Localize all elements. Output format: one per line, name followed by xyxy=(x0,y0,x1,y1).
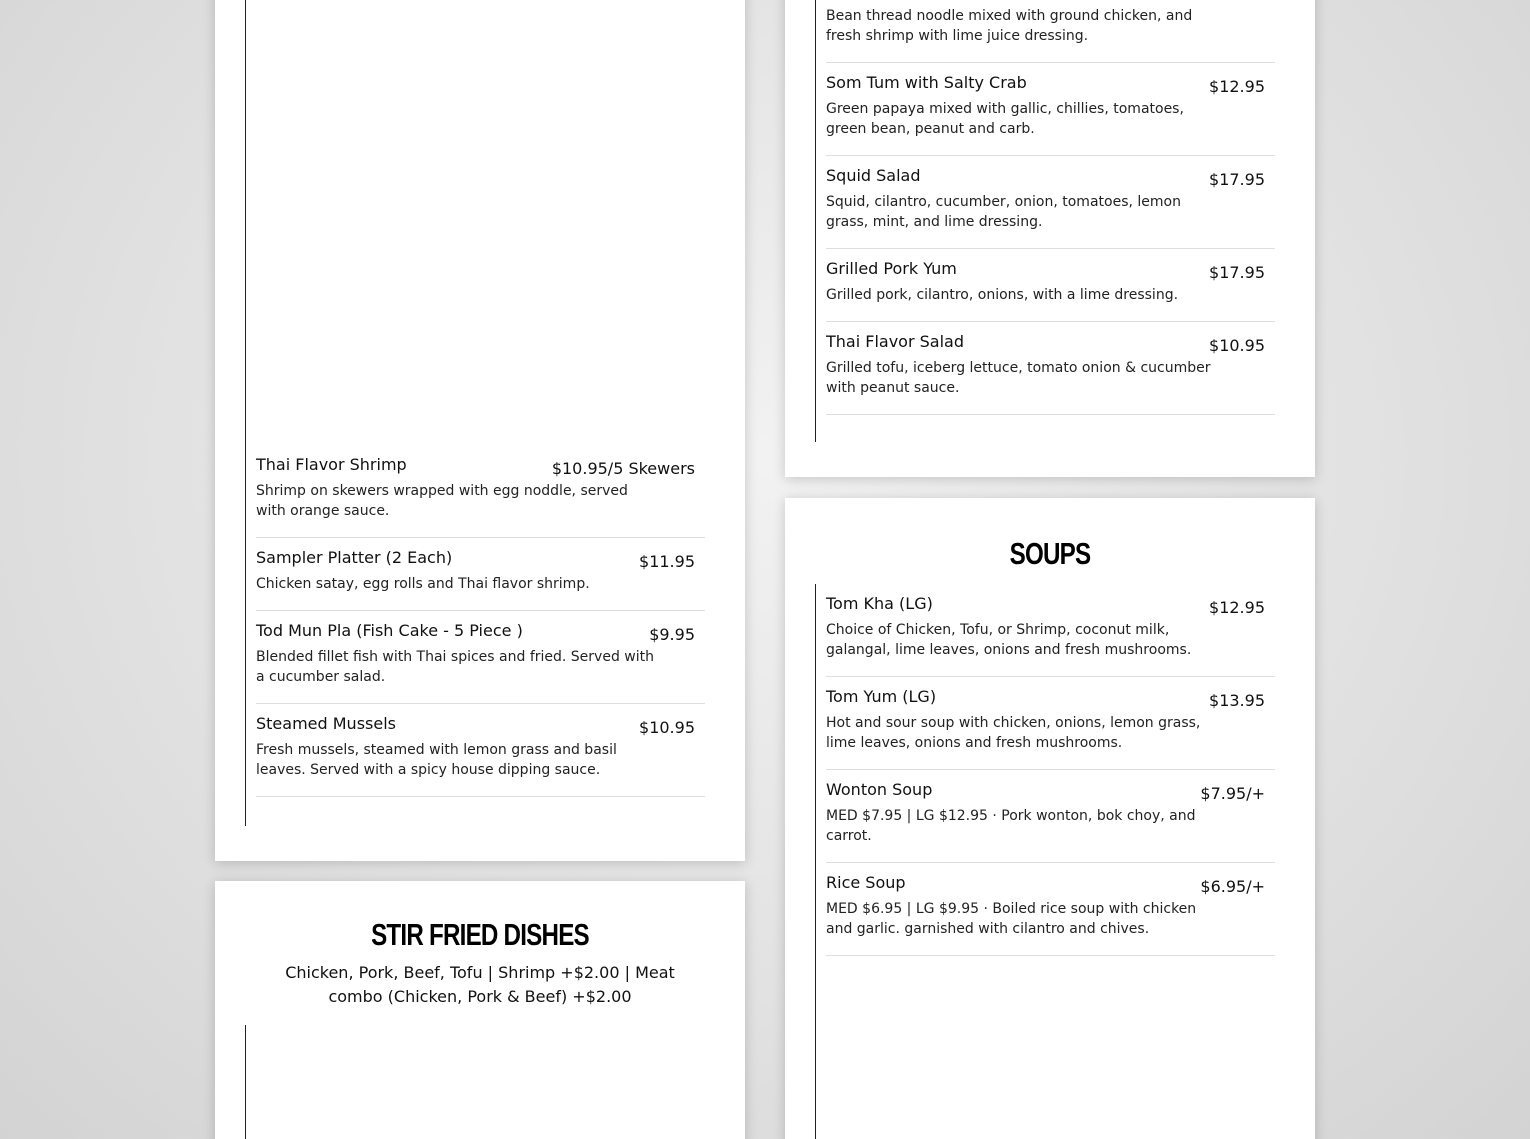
salads-card xyxy=(785,0,1315,477)
menu-item-tod-mun-pla[interactable] xyxy=(256,611,705,704)
stir-fried-list xyxy=(245,1025,705,1139)
menu-item-description: Chicken satay, egg rolls and Thai flavor shrimp. xyxy=(256,576,590,592)
menu-item-price: $13.95 xyxy=(1209,691,1265,710)
menu-item-name: Steamed Mussels xyxy=(256,714,396,733)
salads-list xyxy=(815,0,1275,442)
menu-item-name: Tom Yum (LG) xyxy=(826,687,937,706)
menu-item-price: $10.95 xyxy=(639,718,695,737)
menu-item-description: Squid, cilantro, cucumber, onion, tomatoes, lemon grass, mint, and lime dressing. xyxy=(826,194,1181,230)
menu-item-wonton-soup[interactable] xyxy=(826,770,1275,863)
menu-item-name: Squid Salad xyxy=(826,166,921,185)
menu-item-description: Green papaya mixed with gallic, chillies, tomatoes, green bean, peanut and carb. xyxy=(826,101,1184,137)
menu-item-price: $6.95/+ xyxy=(1200,877,1265,896)
menu-item-price: $7.95/+ xyxy=(1200,784,1265,803)
stir-fried-card xyxy=(215,881,745,1139)
section-subtitle: Chicken, Pork, Beef, Tofu | Shrimp +$2.00 | Meat combo (Chicken, Pork & Beef) +$2.00 xyxy=(285,963,675,1006)
menu-item-price: $12.95 xyxy=(1209,77,1265,96)
menu-item-thai-flavor-shrimp[interactable] xyxy=(256,445,705,538)
menu-item-description: Shrimp on skewers wrapped with egg noddle, served with orange sauce. xyxy=(256,483,628,519)
menu-item-name: Rice Soup xyxy=(826,873,906,892)
menu-item-rice-soup[interactable] xyxy=(826,863,1275,956)
soups-card xyxy=(785,498,1315,1139)
menu-item-name: Tom Kha (LG) xyxy=(826,594,933,613)
menu-item-sampler-platter[interactable] xyxy=(256,538,705,611)
menu-item-description: Blended fillet fish with Thai spices and fried. Served with a cucumber salad. xyxy=(256,649,654,685)
menu-item-name: Thai Flavor Salad xyxy=(826,332,964,351)
menu-item-thai-flavor-salad[interactable] xyxy=(826,322,1275,415)
menu-item-price: $17.95 xyxy=(1209,263,1265,282)
menu-item-name: Som Tum with Salty Crab xyxy=(826,73,1027,92)
appetizers-card xyxy=(215,0,745,861)
menu-item-description: Fresh mussels, steamed with lemon grass and basil leaves. Served with a spicy house dipping sauce. xyxy=(256,742,617,778)
section-title: STIR FRIED DISHES xyxy=(371,917,589,952)
menu-item-description: MED $7.95 | LG $12.95 · Pork wonton, bok choy, and carrot. xyxy=(826,808,1196,844)
appetizers-list xyxy=(245,0,705,826)
menu-item-price: $11.95 xyxy=(639,552,695,571)
menu-item-tom-kha[interactable] xyxy=(826,584,1275,677)
menu-item-name: Tod Mun Pla (Fish Cake - 5 Piece ) xyxy=(256,621,523,640)
menu-item-steamed-mussels[interactable] xyxy=(256,704,705,797)
menu-item-description: Bean thread noodle mixed with ground chicken, and fresh shrimp with lime juice dressing. xyxy=(826,8,1193,44)
menu-item-description: Grilled pork, cilantro, onions, with a lime dressing. xyxy=(826,287,1179,303)
menu-item-name: Sampler Platter (2 Each) xyxy=(256,548,453,567)
menu-item-tom-yum[interactable] xyxy=(826,677,1275,770)
menu-item-description: MED $6.95 | LG $9.95 · Boiled rice soup with chicken and garlic. garnished with cilantro and chives. xyxy=(826,901,1197,937)
menu-item-price: $10.95 xyxy=(1209,336,1265,355)
image-placeholder-area xyxy=(246,0,705,445)
menu-item-squid-salad[interactable] xyxy=(826,156,1275,249)
menu-item-name: Wonton Soup xyxy=(826,780,933,799)
menu-item-grilled-pork-yum[interactable] xyxy=(826,249,1275,322)
menu-item-price: $9.95 xyxy=(649,625,695,644)
menu-item-price: $17.95 xyxy=(1209,170,1265,189)
menu-item-price: $10.95/5 Skewers xyxy=(551,459,695,478)
menu-item-name: Grilled Pork Yum xyxy=(826,259,957,278)
section-title: SOUPS xyxy=(1009,536,1091,571)
menu-item-name: Thai Flavor Shrimp xyxy=(256,455,407,474)
soups-list xyxy=(815,584,1275,1139)
menu-item-price: $12.95 xyxy=(1209,598,1265,617)
menu-item-description: Hot and sour soup with chicken, onions, lemon grass, lime leaves, onions and fresh mushrooms. xyxy=(826,715,1201,751)
menu-item-description: Choice of Chicken, Tofu, or Shrimp, coconut milk, galangal, lime leaves, onions and fresh mushrooms. xyxy=(826,622,1192,658)
menu-item-partial[interactable] xyxy=(826,0,1275,63)
menu-item-som-tum-salty-crab[interactable] xyxy=(826,63,1275,156)
menu-item-description: Grilled tofu, iceberg lettuce, tomato onion & cucumber with peanut sauce. xyxy=(826,360,1211,396)
